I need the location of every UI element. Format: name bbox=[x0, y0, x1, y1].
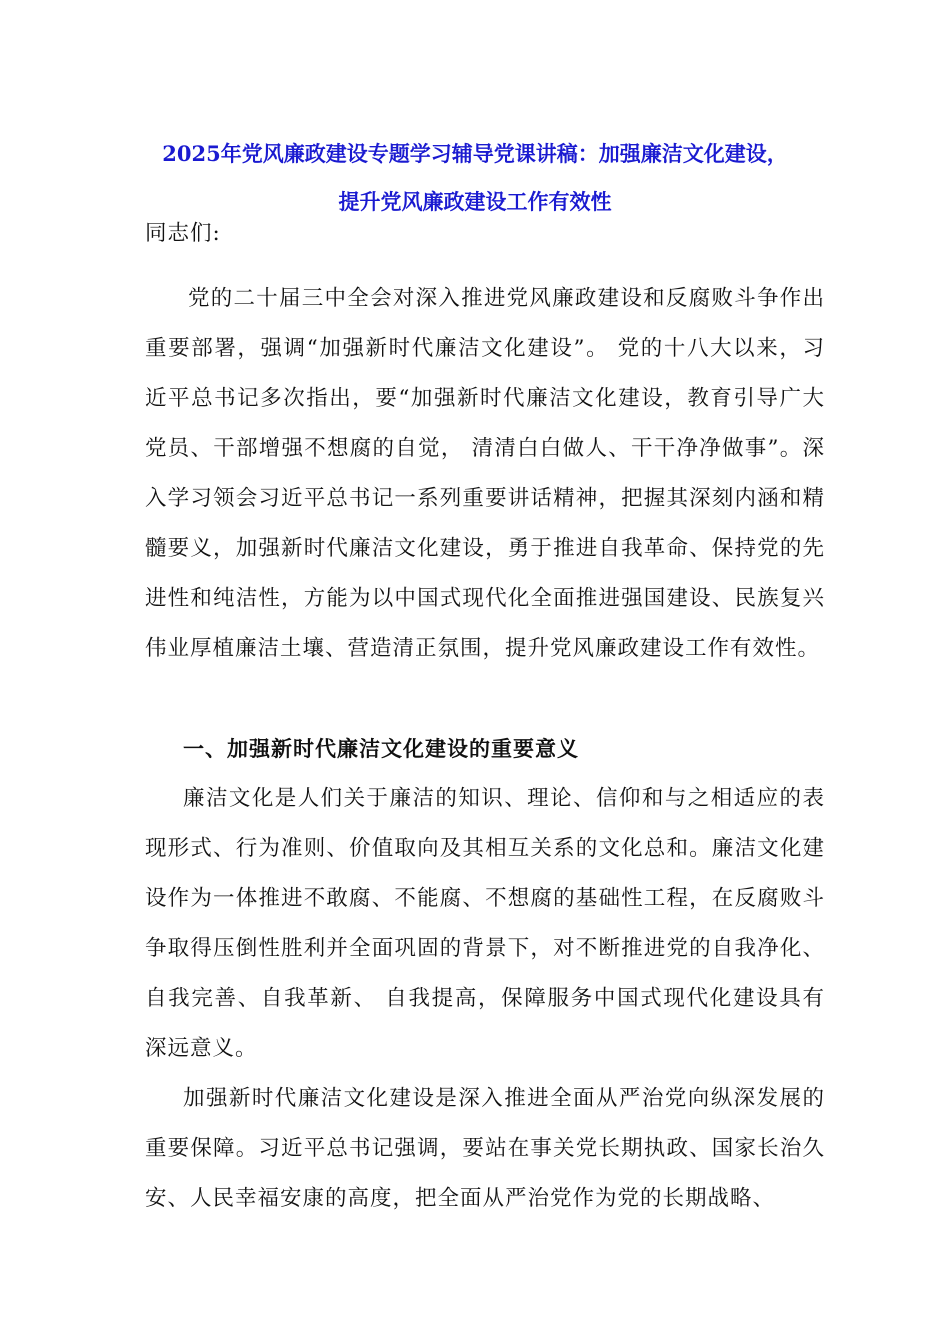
paragraph-2: 廉洁文化是人们关于廉洁的知识、理论、信仰和与之相适应的表现形式、行为准则、价值取向及其相互关系的文化总和。廉洁文化建设作为一体推进不敢腐、不能腐、不想腐的基础性工程，在反腐败斗争取得压倒性胜利并全面巩固的背景下，对不断推进党的自我净化、自我完善、自我革新、 自我提高，保障服务中国式现代化建设具有深远意义。 bbox=[145, 786, 825, 1061]
greeting: 同志们: bbox=[145, 221, 221, 246]
section-heading-1: 一、加强新时代廉洁文化建设的重要意义 bbox=[183, 737, 579, 761]
paragraph-1: 党的二十届三中全会对深入推进党风廉政建设和反腐败斗争作出重要部署，强调“加强新时代廉洁文化建设”。 党的十八大以来，习近平总书记多次指出，要“加强新时代廉洁文化建设，教育引导广大党员、干部增强不想腐的自觉， 清清白白做人、干干净净做事”。深入学习领会习近平总书记一系列重要讲话精神，把握其深刻内涵和精髓要义，加强新时代廉洁文化建设，勇于推进自我革命、保持党的先进性和纯洁性，方能为以中国式现代化全面推进强国建设、民族复兴伟业厚植廉洁土壤、营造清正氛围，提升党风廉政建设工作有效性。 bbox=[145, 286, 825, 661]
document-title-line-2: 提升党风廉政建设工作有效性 bbox=[338, 189, 612, 214]
document-title-line-1: 2025年党风廉政建设专题学习辅导党课讲稿：加强廉洁文化建设， bbox=[162, 141, 788, 166]
paragraph-3: 加强新时代廉洁文化建设是深入推进全面从严治党向纵深发展的重要保障。习近平总书记强调，要站在事关党长期执政、国家长治久安、人民幸福安康的高度，把全面从严治党作为党的长期战略、 bbox=[145, 1086, 825, 1211]
